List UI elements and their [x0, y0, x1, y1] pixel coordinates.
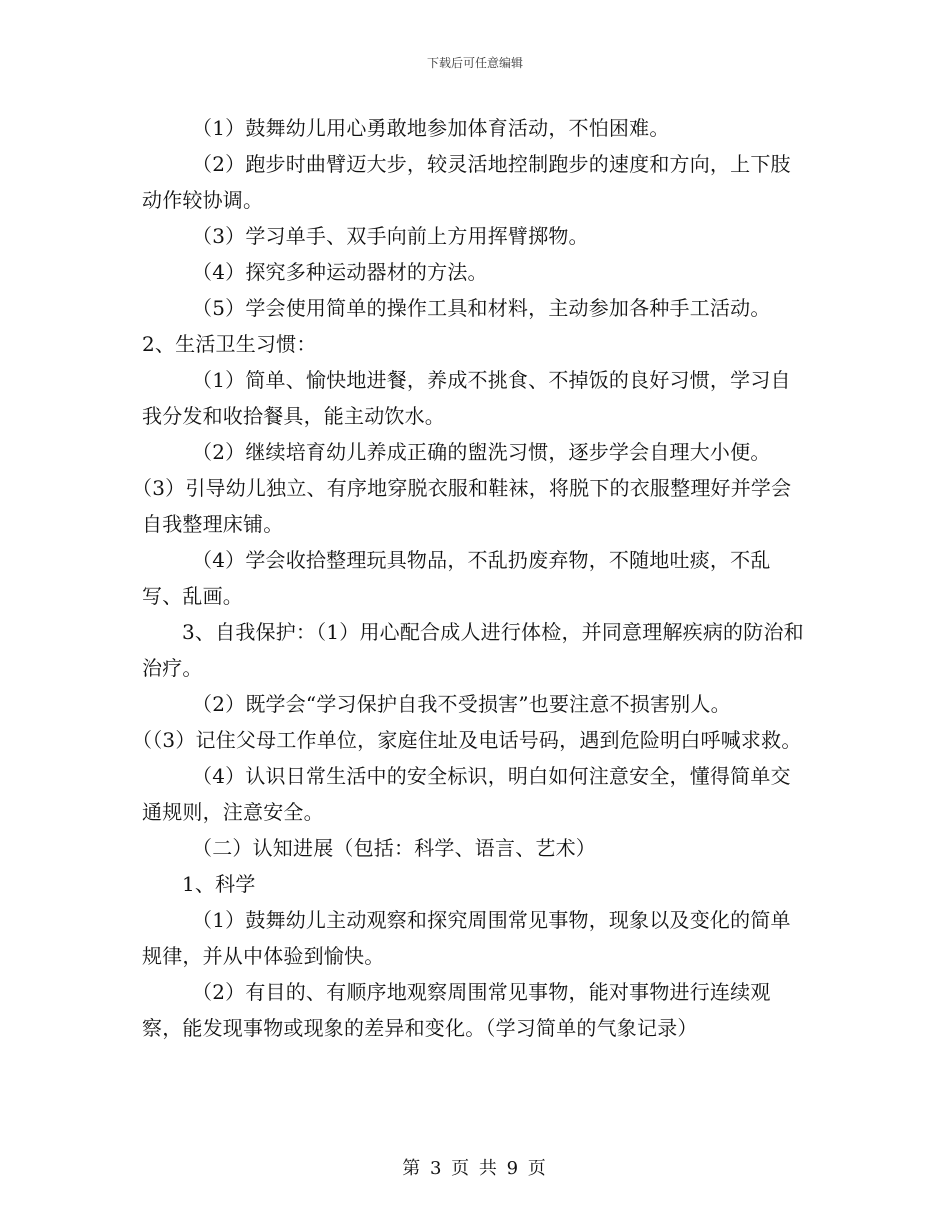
paragraph: （1）简单、愉快地进餐，养成不挑食、不掉饭的良好习惯，学习自我分发和收拾餐具，能主动饮水。: [142, 368, 791, 428]
section-heading: 2、生活卫生习惯：: [142, 332, 317, 356]
page-footer: 第 3 页 共 9 页: [402, 1158, 548, 1179]
paragraph: 3、自我保护：（1）用心配合成人进行体检，并同意理解疾病的防治和治疗。: [142, 620, 804, 680]
paragraph: （4）学会收拾整理玩具物品，不乱扔废弃物，不随地吐痰，不乱写、乱画。: [142, 548, 771, 608]
paragraph: （（3）记住父母工作单位，家庭住址及电话号码，遇到危险明白呼喊求救。: [132, 728, 802, 752]
paragraph: （3）引导幼儿独立、有序地穿脱衣服和鞋袜，将脱下的衣服整理好并学会自我整理床铺。: [132, 476, 792, 536]
section-heading: （二）认知进展（包括：科学、语言、艺术）: [192, 836, 596, 860]
paragraph: （1）鼓舞幼儿用心勇敢地参加体育活动，不怕困难。: [192, 116, 670, 140]
paragraph: （4）认识日常生活中的安全标识，明白如何注意安全，懂得简单交通规则，注意安全。: [142, 764, 791, 824]
paragraph: （5）学会使用简单的操作工具和材料，主动参加各种手工活动。: [192, 296, 771, 320]
paragraph: （3）学习单手、双手向前上方用挥臂掷物。: [192, 224, 589, 248]
paragraph: （1）鼓舞幼儿主动观察和探究周围常见事物，现象以及变化的简单规律，并从中体验到愉快。: [142, 908, 791, 968]
paragraph: （2）既学会“学习保护自我不受损害”也要注意不损害别人。: [192, 692, 731, 716]
section-heading: 1、科学: [182, 872, 256, 896]
document-body: [132, 110, 810, 1046]
page-header: 下载后可任意编辑: [426, 56, 523, 70]
paragraph: （2）有目的、有顺序地观察周围常见事物，能对事物进行连续观察，能发现事物或现象的差异和变化。（学习简单的气象记录）: [142, 980, 771, 1040]
paragraph: （2）跑步时曲臂迈大步，较灵活地控制跑步的速度和方向，上下肢动作较协调。: [142, 152, 791, 212]
paragraph: （2）继续培育幼儿养成正确的盥洗习惯，逐步学会自理大小便。: [192, 440, 771, 464]
paragraph: （4）探究多种运动器材的方法。: [192, 260, 488, 284]
